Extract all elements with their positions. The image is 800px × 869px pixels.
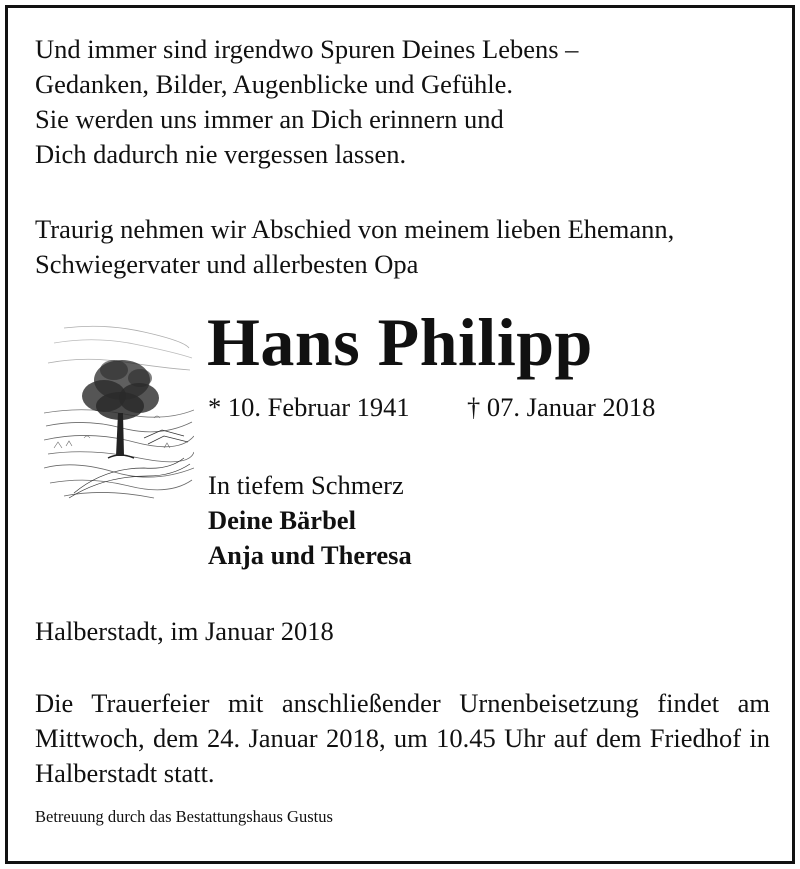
birth-date: * 10. Februar 1941 [208,392,410,422]
poem-line: Gedanken, Bilder, Augenblicke und Gefühle. [35,69,514,99]
intro-line: Traurig nehmen wir Abschied von meinem lieben Ehemann, [35,214,675,244]
poem-line: Und immer sind irgendwo Spuren Deines Lebens – [35,34,579,64]
death-date: † 07. Januar 2018 [467,392,656,422]
mourning-heading: In tiefem Schmerz [208,470,404,500]
poem-line: Sie werden uns immer an Dich erinnern und [35,104,504,134]
poem-line: Dich dadurch nie vergessen lassen. [35,139,407,169]
funeral-home-credit: Betreuung durch das Bestattungshaus Gustus [35,807,333,826]
intro-line: Schwiegervater und allerbesten Opa [35,249,419,279]
mourner-name: Anja und Theresa [208,540,412,570]
deceased-name: Hans Philipp [207,304,593,380]
tree-landscape-illustration [44,318,194,503]
ceremony-notice: Die Trauerfeier mit anschließender Urnenbeisetzung findet am Mittwoch, dem 24. Januar 2018, um 10.45 Uhr auf dem Friedhof in Halberstadt statt. [35,688,770,788]
place-date: Halberstadt, im Januar 2018 [35,616,334,646]
mourner-name: Deine Bärbel [208,505,356,535]
